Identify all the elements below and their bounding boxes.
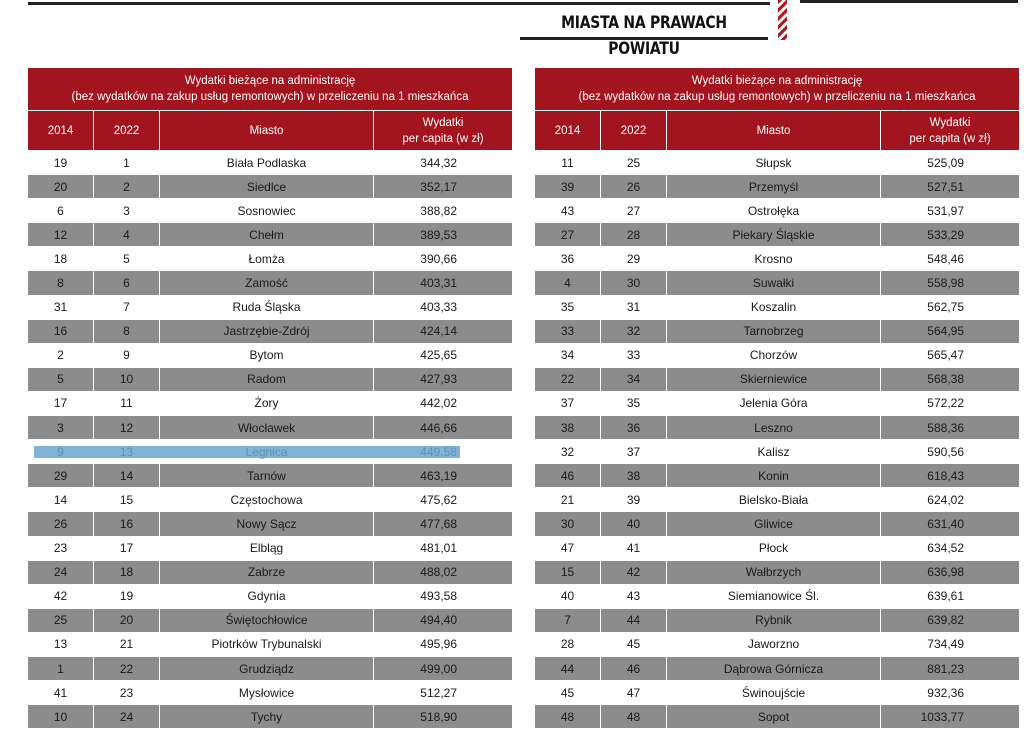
cell-2014: 3	[28, 416, 94, 440]
cell-2014: 1	[28, 656, 94, 680]
table-row	[535, 681, 1020, 705]
cell-city: Gliwice	[667, 512, 881, 536]
cell-city: Płock	[667, 536, 881, 560]
table-row	[535, 175, 1020, 199]
table-row	[28, 632, 513, 656]
table-row	[28, 512, 513, 536]
cell-2022: 7	[94, 295, 160, 319]
cell-2022: 33	[601, 343, 667, 367]
cell-2022: 41	[601, 536, 667, 560]
table-row	[535, 151, 1020, 175]
cell-value: 1033,77	[881, 705, 1020, 729]
cell-2014: 21	[535, 488, 601, 512]
cell-value: 494,40	[374, 608, 513, 632]
cell-2014: 41	[28, 681, 94, 705]
cell-2022: 16	[94, 512, 160, 536]
cell-city: Skierniewice	[667, 367, 881, 391]
cell-value: 403,31	[374, 271, 513, 295]
cell-2014: 29	[28, 464, 94, 488]
table-row	[28, 536, 513, 560]
cell-2022: 8	[94, 319, 160, 343]
table-row	[535, 416, 1020, 440]
table-left-body	[28, 151, 513, 729]
cell-2022: 22	[94, 656, 160, 680]
decorative-stripe	[778, 0, 787, 40]
cell-2022: 17	[94, 536, 160, 560]
cell-city: Piekary Śląskie	[667, 223, 881, 247]
cell-2014: 47	[535, 536, 601, 560]
cell-2022: 18	[94, 560, 160, 584]
table-row	[28, 151, 513, 175]
cell-value: 477,68	[374, 512, 513, 536]
cell-value: 525,09	[881, 151, 1020, 175]
cell-value: 634,52	[881, 536, 1020, 560]
cell-2022: 39	[601, 488, 667, 512]
cell-value: 518,90	[374, 705, 513, 729]
cell-value: 932,36	[881, 681, 1020, 705]
table-row	[28, 488, 513, 512]
group-header	[28, 68, 513, 111]
cell-value: 590,56	[881, 440, 1020, 464]
cell-2022: 37	[601, 440, 667, 464]
cell-2022: 1	[94, 151, 160, 175]
cell-city: Elbląg	[160, 536, 374, 560]
cell-2014: 39	[535, 175, 601, 199]
table-row	[535, 632, 1020, 656]
cell-2014: 42	[28, 584, 94, 608]
cell-city: Jaworzno	[667, 632, 881, 656]
cell-2014: 36	[535, 247, 601, 271]
cell-city: Gdynia	[160, 584, 374, 608]
cell-city: Chełm	[160, 223, 374, 247]
cell-2022: 5	[94, 247, 160, 271]
cell-value: 446,66	[374, 416, 513, 440]
cell-value: 424,14	[374, 319, 513, 343]
cell-2022: 29	[601, 247, 667, 271]
cell-2022: 24	[94, 705, 160, 729]
col-header-value-line1: Wydatki	[422, 116, 464, 129]
cell-city: Sopot	[667, 705, 881, 729]
cell-2022: 3	[94, 199, 160, 223]
cell-2022: 45	[601, 632, 667, 656]
col-header-2014: 2014	[535, 111, 601, 151]
cell-value: 533,29	[881, 223, 1020, 247]
col-header-city: Miasto	[667, 111, 881, 151]
group-header-line1: Wydatki bieżące na administrację	[184, 75, 356, 87]
cell-2022: 9	[94, 343, 160, 367]
cell-city: Rybnik	[667, 608, 881, 632]
col-header-value-line2: per capita (w zł)	[402, 132, 484, 145]
page-heading	[520, 10, 768, 59]
cell-2022: 25	[601, 151, 667, 175]
cell-2022: 36	[601, 416, 667, 440]
cell-value: 624,02	[881, 488, 1020, 512]
cell-2014: 8	[28, 271, 94, 295]
table-row	[28, 656, 513, 680]
cell-2014: 44	[535, 656, 601, 680]
cell-value: 527,51	[881, 175, 1020, 199]
cell-value: 389,53	[374, 223, 513, 247]
cell-value: 572,22	[881, 391, 1020, 415]
cell-value: 481,01	[374, 536, 513, 560]
table-row	[28, 584, 513, 608]
cell-city: Koszalin	[667, 295, 881, 319]
cell-value: 427,93	[374, 367, 513, 391]
table-row	[535, 199, 1020, 223]
table-row	[535, 464, 1020, 488]
cell-value: 562,75	[881, 295, 1020, 319]
cell-value: 425,65	[374, 343, 513, 367]
cell-value: 390,66	[374, 247, 513, 271]
table-row	[535, 343, 1020, 367]
table-row	[535, 223, 1020, 247]
cell-2014: 4	[535, 271, 601, 295]
cell-2014: 20	[28, 175, 94, 199]
cell-2014: 13	[28, 632, 94, 656]
cell-2022: 31	[601, 295, 667, 319]
table-row	[535, 705, 1020, 729]
cell-2014: 7	[535, 608, 601, 632]
cell-city: Tychy	[160, 705, 374, 729]
table-right-body	[535, 151, 1020, 729]
cell-city: Radom	[160, 367, 374, 391]
cell-2014: 22	[535, 367, 601, 391]
table-row	[28, 295, 513, 319]
table-row	[28, 223, 513, 247]
cell-value: 639,61	[881, 584, 1020, 608]
table-row	[28, 319, 513, 343]
cell-2014: 14	[28, 488, 94, 512]
table-row	[28, 247, 513, 271]
cell-city: Świnoujście	[667, 681, 881, 705]
table-row	[535, 536, 1020, 560]
cell-2022: 28	[601, 223, 667, 247]
cell-value: 531,97	[881, 199, 1020, 223]
cell-city: Siemianowice Śl.	[667, 584, 881, 608]
col-header-value-line1: Wydatki	[929, 116, 971, 129]
cell-value: 493,58	[374, 584, 513, 608]
col-header-2022: 2022	[94, 111, 160, 151]
cell-2014: 25	[28, 608, 94, 632]
cell-city: Zamość	[160, 271, 374, 295]
cell-value: 564,95	[881, 319, 1020, 343]
cell-value: 488,02	[374, 560, 513, 584]
page-heading-text: MIASTA NA PRAWACH POWIATU	[561, 13, 727, 59]
cell-city: Sosnowiec	[160, 199, 374, 223]
cell-2014: 28	[535, 632, 601, 656]
cell-2014: 48	[535, 705, 601, 729]
table-row	[535, 247, 1020, 271]
cell-2022: 15	[94, 488, 160, 512]
cell-city: Żory	[160, 391, 374, 415]
table-row	[28, 343, 513, 367]
cell-value: 344,32	[374, 151, 513, 175]
cell-value: 499,00	[374, 656, 513, 680]
cell-2014: 23	[28, 536, 94, 560]
cell-2022: 48	[601, 705, 667, 729]
cell-city: Chorzów	[667, 343, 881, 367]
table-row	[28, 271, 513, 295]
cell-city: Mysłowice	[160, 681, 374, 705]
cell-city: Tarnobrzeg	[667, 319, 881, 343]
cell-2014: 17	[28, 391, 94, 415]
cell-value: 734,49	[881, 632, 1020, 656]
cell-value: 463,19	[374, 464, 513, 488]
cell-2022: 10	[94, 367, 160, 391]
table-row	[28, 175, 513, 199]
cell-2014: 30	[535, 512, 601, 536]
cell-2022: 20	[94, 608, 160, 632]
cell-city: Konin	[667, 464, 881, 488]
cell-2022: 38	[601, 464, 667, 488]
group-header-line2: (bez wydatków na zakup usług remontowych) w przeliczeniu na 1 mieszkańca	[71, 91, 469, 103]
cell-2014: 5	[28, 367, 94, 391]
table-row	[28, 608, 513, 632]
cell-city: Krosno	[667, 247, 881, 271]
row-highlight	[34, 446, 460, 458]
cell-city: Tarnów	[160, 464, 374, 488]
cell-2014: 26	[28, 512, 94, 536]
group-header-line1: Wydatki bieżące na administrację	[691, 75, 863, 87]
group-header	[535, 68, 1020, 111]
col-header-value-line2: per capita (w zł)	[909, 132, 991, 145]
cell-value: 403,33	[374, 295, 513, 319]
cell-city: Bytom	[160, 343, 374, 367]
table-row	[535, 367, 1020, 391]
cell-value: 388,82	[374, 199, 513, 223]
cell-2022: 32	[601, 319, 667, 343]
cell-2022: 26	[601, 175, 667, 199]
col-header-2014: 2014	[28, 111, 94, 151]
cell-value: 636,98	[881, 560, 1020, 584]
cell-2022: 11	[94, 391, 160, 415]
cell-2014: 43	[535, 199, 601, 223]
cell-2022: 19	[94, 584, 160, 608]
cell-city: Słupsk	[667, 151, 881, 175]
cell-2022: 44	[601, 608, 667, 632]
cell-2014: 15	[535, 560, 601, 584]
cell-city: Siedlce	[160, 175, 374, 199]
cell-2014: 33	[535, 319, 601, 343]
cell-value: 639,82	[881, 608, 1020, 632]
cell-2014: 2	[28, 343, 94, 367]
cell-2014: 35	[535, 295, 601, 319]
cell-2022: 6	[94, 271, 160, 295]
cell-2022: 23	[94, 681, 160, 705]
cell-value: 352,17	[374, 175, 513, 199]
cell-2014: 31	[28, 295, 94, 319]
cell-city: Bielsko-Biała	[667, 488, 881, 512]
cell-2014: 45	[535, 681, 601, 705]
table-row	[535, 584, 1020, 608]
top-rule-right	[800, 0, 1018, 3]
table-row	[28, 560, 513, 584]
table-row	[28, 199, 513, 223]
table-left	[27, 67, 513, 729]
cell-2022: 47	[601, 681, 667, 705]
cell-value: 548,46	[881, 247, 1020, 271]
cell-city: Dąbrowa Górnicza	[667, 656, 881, 680]
cell-value: 588,36	[881, 416, 1020, 440]
col-header-city: Miasto	[160, 111, 374, 151]
cell-2014: 40	[535, 584, 601, 608]
col-header-value	[881, 111, 1020, 151]
cell-city: Piotrków Trybunalski	[160, 632, 374, 656]
table-row	[535, 512, 1020, 536]
cell-2022: 46	[601, 656, 667, 680]
table-row	[535, 391, 1020, 415]
cell-2022: 35	[601, 391, 667, 415]
table-row	[535, 488, 1020, 512]
cell-2014: 46	[535, 464, 601, 488]
col-header-value	[374, 111, 513, 151]
table-row	[28, 391, 513, 415]
cell-city: Grudziądz	[160, 656, 374, 680]
table-row	[28, 464, 513, 488]
cell-2014: 38	[535, 416, 601, 440]
cell-2022: 40	[601, 512, 667, 536]
cell-city: Jelenia Góra	[667, 391, 881, 415]
cell-city: Przemyśl	[667, 175, 881, 199]
cell-2022: 42	[601, 560, 667, 584]
cell-2022: 34	[601, 367, 667, 391]
cell-2014: 37	[535, 391, 601, 415]
cell-city: Zabrze	[160, 560, 374, 584]
cell-2014: 18	[28, 247, 94, 271]
cell-city: Włocławek	[160, 416, 374, 440]
cell-2022: 4	[94, 223, 160, 247]
cell-value: 442,02	[374, 391, 513, 415]
table-row	[535, 319, 1020, 343]
cell-2014: 27	[535, 223, 601, 247]
cell-city: Kalisz	[667, 440, 881, 464]
cell-2022: 30	[601, 271, 667, 295]
cell-city: Wałbrzych	[667, 560, 881, 584]
cell-city: Biała Podlaska	[160, 151, 374, 175]
cell-city: Suwałki	[667, 271, 881, 295]
cell-2022: 27	[601, 199, 667, 223]
table-row	[535, 560, 1020, 584]
cell-value: 495,96	[374, 632, 513, 656]
cell-2014: 10	[28, 705, 94, 729]
cell-2022: 12	[94, 416, 160, 440]
table-row	[28, 416, 513, 440]
cell-2022: 43	[601, 584, 667, 608]
table-row	[535, 440, 1020, 464]
table-right	[534, 67, 1020, 729]
cell-2014: 19	[28, 151, 94, 175]
cell-2014: 24	[28, 560, 94, 584]
table-row	[28, 705, 513, 729]
cell-value: 631,40	[881, 512, 1020, 536]
cell-city: Jastrzębie-Zdrój	[160, 319, 374, 343]
cell-city: Częstochowa	[160, 488, 374, 512]
top-rule	[28, 2, 770, 5]
cell-city: Nowy Sącz	[160, 512, 374, 536]
cell-value: 881,23	[881, 656, 1020, 680]
table-row	[28, 681, 513, 705]
table-row	[535, 608, 1020, 632]
cell-value: 475,62	[374, 488, 513, 512]
cell-2014: 16	[28, 319, 94, 343]
cell-2022: 21	[94, 632, 160, 656]
table-row	[535, 271, 1020, 295]
cell-value: 558,98	[881, 271, 1020, 295]
cell-2014: 6	[28, 199, 94, 223]
cell-2014: 11	[535, 151, 601, 175]
col-header-2022: 2022	[601, 111, 667, 151]
cell-2022: 2	[94, 175, 160, 199]
cell-city: Leszno	[667, 416, 881, 440]
cell-city: Łomża	[160, 247, 374, 271]
cell-value: 618,43	[881, 464, 1020, 488]
cell-value: 568,38	[881, 367, 1020, 391]
group-header-line2: (bez wydatków na zakup usług remontowych) w przeliczeniu na 1 mieszkańca	[578, 91, 976, 103]
cell-city: Ruda Śląska	[160, 295, 374, 319]
table-row	[28, 367, 513, 391]
cell-city: Świętochłowice	[160, 608, 374, 632]
cell-city: Ostrołęka	[667, 199, 881, 223]
cell-value: 512,27	[374, 681, 513, 705]
cell-2014: 12	[28, 223, 94, 247]
cell-2022: 14	[94, 464, 160, 488]
table-row	[535, 656, 1020, 680]
cell-value: 565,47	[881, 343, 1020, 367]
cell-2014: 32	[535, 440, 601, 464]
table-row	[535, 295, 1020, 319]
cell-2014: 34	[535, 343, 601, 367]
